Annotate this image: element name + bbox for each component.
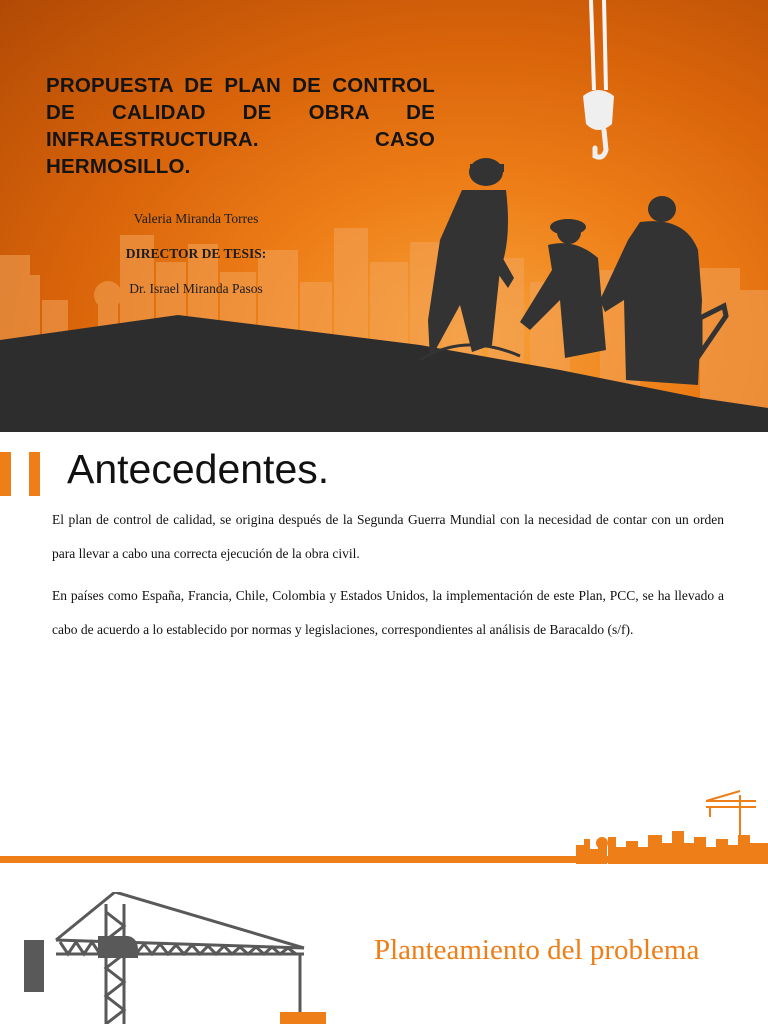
footer-divider [0, 856, 768, 863]
presentation-title: PROPUESTA DE PLAN DE CONTROL DE CALIDAD DE OBRA DE INFRAESTRUCTURA. CASO HERMOSILLO. [46, 74, 435, 178]
slide-heading: Antecedentes. [67, 446, 330, 492]
accent-bar [29, 452, 40, 496]
paragraph-countries: En países como España, Francia, Chile, Colombia y Estados Unidos, la implementación de este Plan, PCC, se ha llevado a cabo de acuerdo a lo establecido por normas y legislaciones, correspondientes al análisis de Baracaldo (s/f). [52, 588, 724, 637]
crane-hook-icon [583, 0, 614, 157]
slide-heading: Planteamiento del problema [374, 934, 700, 966]
title-slide [0, 0, 768, 432]
mini-crane-icon [706, 791, 756, 837]
director-name: Dr. Israel Miranda Pasos [129, 281, 263, 296]
accent-bar [0, 452, 11, 496]
director-label: DIRECTOR DE TESIS: [125, 246, 267, 261]
planteamiento-slide [0, 864, 768, 1024]
tower-crane-icon [16, 892, 336, 1024]
antecedentes-slide [0, 432, 768, 864]
author-name: Valeria Miranda Torres [133, 211, 259, 226]
hoist-load [280, 1012, 326, 1024]
city-skyline-icon [560, 787, 768, 864]
paragraph-origin: El plan de control de calidad, se origina después de la Segunda Guerra Mundial con la necesidad de contar con un orden para llevar a cabo una correcta ejecución de la obra civil. [52, 512, 724, 561]
